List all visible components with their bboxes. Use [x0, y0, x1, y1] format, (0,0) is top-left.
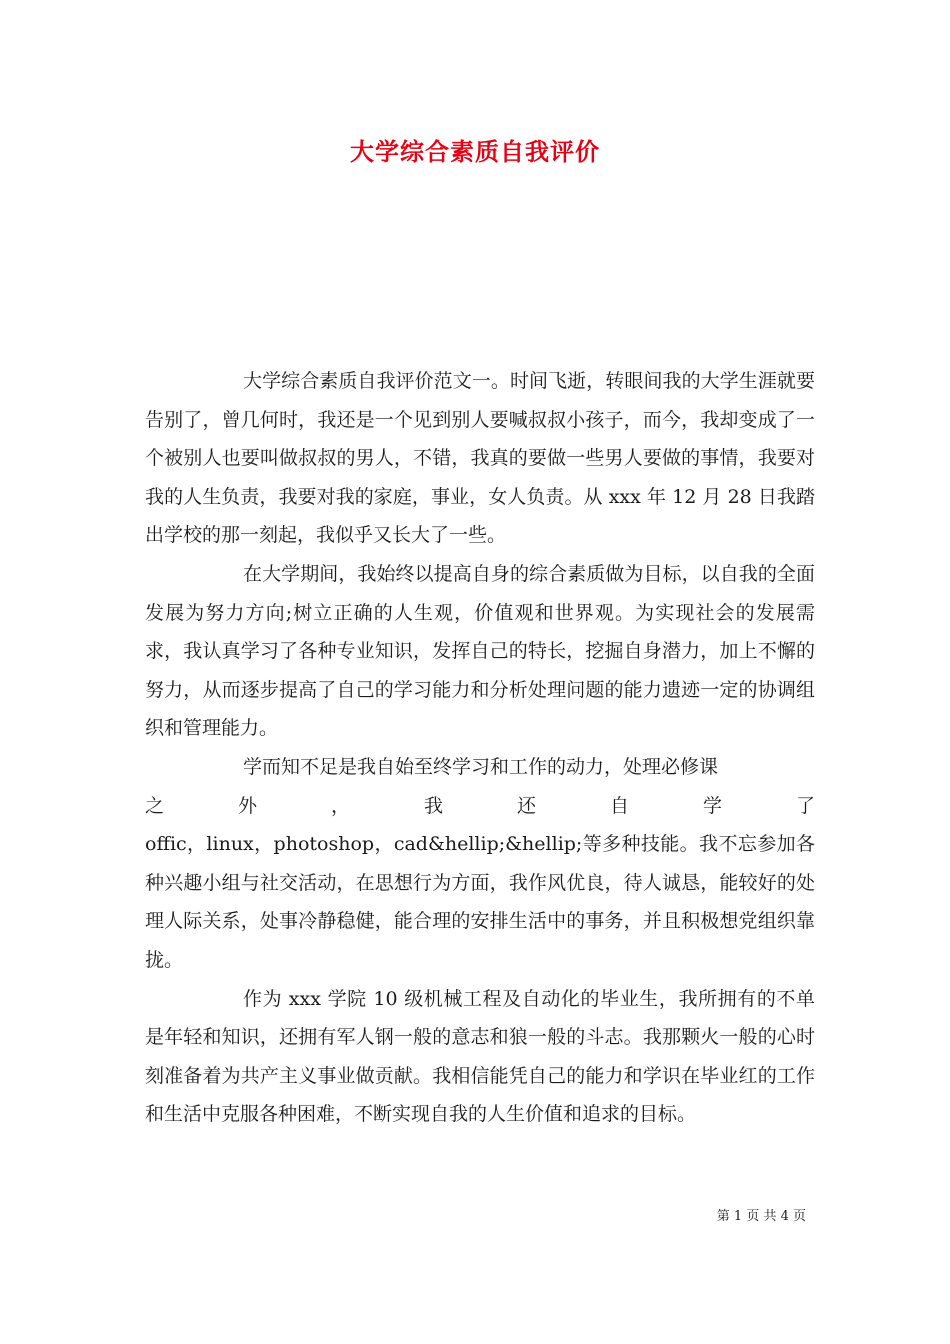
document-title: 大学综合素质自我评价 — [350, 138, 600, 166]
paragraph-3 — [145, 748, 815, 980]
paragraph-3-line-1: 学而知不足是我自始至终学习和工作的动力，处理必修课 — [243, 755, 719, 778]
paragraph-2: 在大学期间，我始终以提高自身的综合素质做为目标，以自我的全面发展为努力方向;树立正确的人生观，价值观和世界观。为实现社会的发展需求，我认真学习了各种专业知识，发挥自己的特长，挖掘自身潜力，加上不懈的努力，从而逐步提高了自己的学习能力和分析处理问题的能力遗迹一定的协调组织和管理能力。 — [145, 562, 815, 740]
document-body — [145, 362, 815, 1134]
paragraph-3-rest: offic，linux，photoshop，cad&hellip;&hellip;等多种技能。我不忘参加各种兴趣小组与社交活动，在思想行为方面，我作风优良，待人诚恳，能较好的处理人际关系，处事冷静稳健，能合理的安排生活中的事务，并且积极想党组织靠拢。 — [145, 833, 815, 971]
paragraph-3-line-2: 之 外 ， 我 还 自 学 了 — [145, 794, 815, 817]
paragraph-1: 大学综合素质自我评价范文一。时间飞逝，转眼间我的大学生涯就要告别了，曾几何时，我还是一个见到别人要喊叔叔小孩子，而今，我却变成了一个被别人也要叫做叔叔的男人，不错，我真的要做一些男人要做的事情，我要对我的人生负责，我要对我的家庭，事业，女人负责。从 xxx 年 12 月 28 日我踏出学校的那一刻起，我似乎又长大了一些。 — [145, 370, 815, 547]
page-footer: 第 1 页 共 4 页 — [716, 1209, 806, 1224]
paragraph-4: 作为 xxx 学院 10 级机械工程及自动化的毕业生，我所拥有的不单是年轻和知识，还拥有军人钢一般的意志和狼一般的斗志。我那颗火一般的心时刻准备着为共产主义事业做贡献。我相信能凭自己的能力和学识在毕业红的工作和生活中克服各种困难，不断实现自我的人生价值和追求的目标。 — [145, 987, 815, 1126]
